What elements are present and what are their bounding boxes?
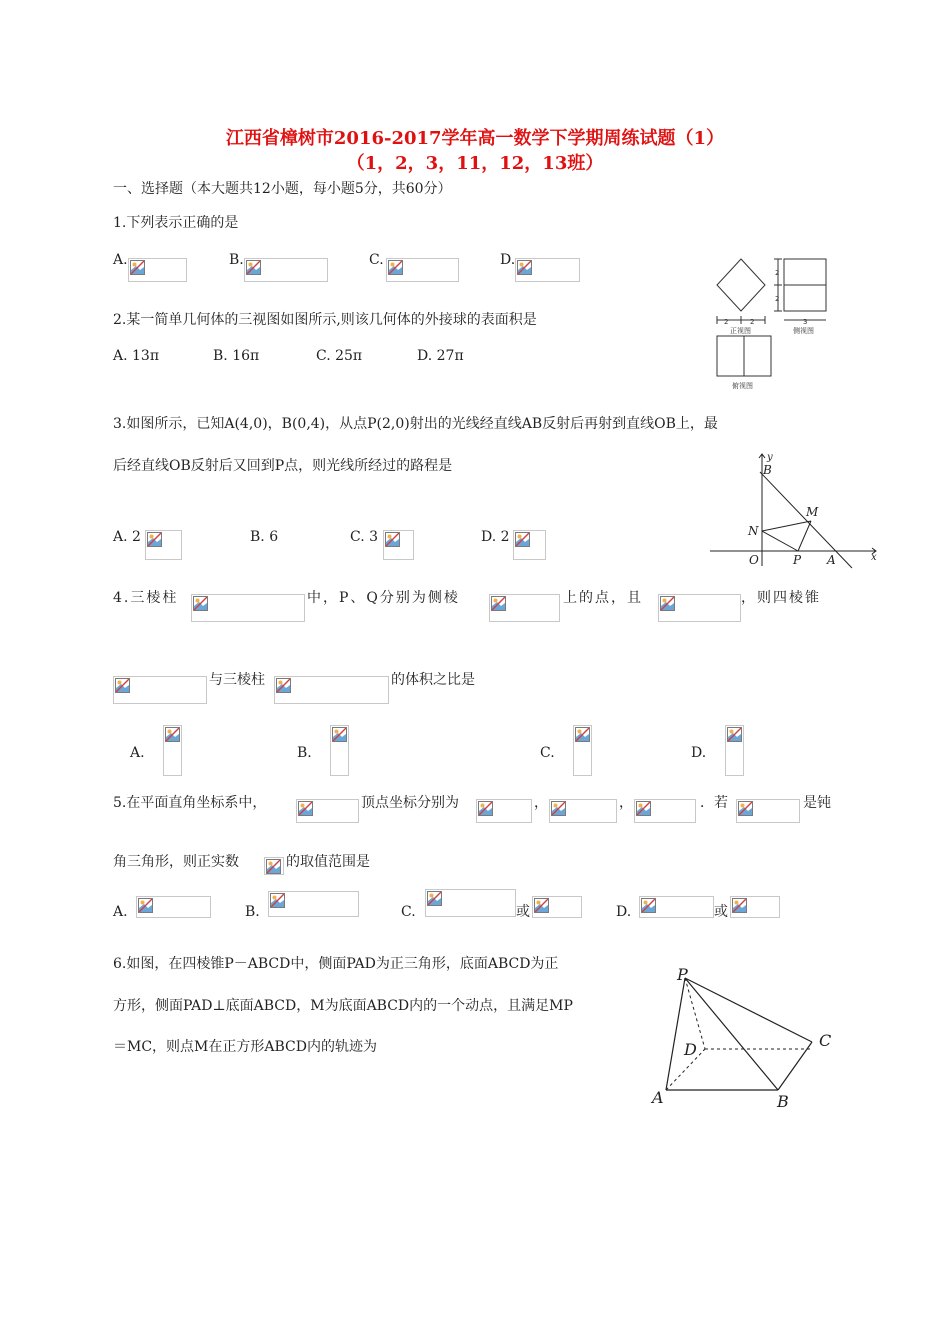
q4-option-a: A.	[130, 745, 145, 761]
broken-image-icon	[276, 678, 291, 693]
label-b: B	[777, 1092, 789, 1111]
formula-image-placeholder	[163, 725, 182, 776]
broken-image-icon	[193, 596, 208, 611]
label-a: A	[652, 1088, 664, 1107]
q1-option-a: A.	[113, 252, 128, 268]
q2-option-a: A. 13π	[113, 348, 160, 364]
q3-option-d: D. 2	[481, 529, 510, 545]
dim-label: 2	[750, 318, 755, 326]
q5-text-c: 是钝	[803, 795, 831, 811]
formula-image-placeholder	[191, 594, 305, 622]
reflection-figure	[710, 448, 882, 573]
label-p: P	[677, 965, 688, 984]
q5-text-a: 5.在平面直角坐标系中，	[113, 795, 267, 811]
broken-image-icon	[388, 260, 403, 275]
q4-text-f: 的体积之比是	[391, 672, 475, 688]
broken-image-icon	[727, 727, 742, 742]
q5-text-d: 角三角形，则正实数	[113, 854, 239, 870]
q4-text-d: ，则四棱锥	[741, 590, 821, 606]
formula-image-placeholder	[330, 725, 349, 776]
q4-text-e: 与三棱柱	[209, 672, 265, 688]
q3-text-line2: 后经直线OB反射后又回到P点，则光线所经过的路程是	[113, 458, 453, 474]
section-heading: 一、选择题（本大题共12小题，每小题5分，共60分）	[113, 181, 452, 197]
formula-image-placeholder	[136, 896, 211, 918]
q6-text-line1: 6.如图，在四棱锥P－ABCD中，侧面PAD为正三角形，底面ABCD为正	[113, 956, 559, 972]
dim-label: 2	[775, 269, 780, 277]
q3-option-a: A. 2	[113, 529, 141, 545]
top-view-label: 俯视图	[732, 382, 753, 390]
dim-label: 2	[775, 295, 780, 303]
broken-image-icon	[266, 859, 281, 874]
formula-image-placeholder	[476, 799, 532, 823]
q1-text: 1.下列表示正确的是	[113, 215, 239, 231]
q5-or: 或	[714, 904, 728, 920]
q1-option-b: B.	[229, 252, 244, 268]
label-m: M	[806, 505, 819, 519]
q5-text-e: 的取值范围是	[286, 854, 370, 870]
edge-pa	[666, 978, 685, 1090]
q6-text-line3: ＝MC，则点M在正方形ABCD内的轨迹为	[113, 1039, 377, 1055]
formula-image-placeholder	[515, 258, 580, 282]
formula-image-placeholder	[513, 530, 546, 560]
formula-image-placeholder	[296, 799, 359, 823]
label-d: D	[684, 1040, 697, 1059]
page-title: 江西省樟树市2016-2017学年高一数学下学期周练试题（1）	[225, 128, 725, 149]
broken-image-icon	[246, 260, 261, 275]
q5-text-b: 顶点坐标分别为	[361, 795, 459, 811]
q2-option-c: C. 25π	[316, 348, 363, 364]
label-c: C	[819, 1031, 832, 1050]
formula-image-placeholder	[425, 889, 516, 917]
formula-image-placeholder	[730, 896, 780, 918]
formula-image-placeholder	[532, 896, 582, 918]
q5-sep: ，	[534, 795, 548, 811]
q4-option-d: D.	[691, 745, 707, 761]
q1-option-c: C.	[369, 252, 384, 268]
formula-image-placeholder	[145, 530, 182, 560]
q4-text-c: 上的点，且	[563, 590, 643, 606]
front-view-square	[717, 259, 765, 311]
broken-image-icon	[491, 596, 506, 611]
formula-image-placeholder	[264, 857, 284, 875]
side-view-label: 侧视图	[793, 327, 814, 335]
formula-image-placeholder	[573, 725, 592, 776]
label-n: N	[748, 524, 759, 538]
formula-image-placeholder	[549, 799, 617, 823]
broken-image-icon	[478, 801, 493, 816]
q4-text-a: 4.三棱柱	[113, 590, 179, 606]
q4-text-b: 中，P、Q分别为侧棱	[307, 590, 460, 606]
broken-image-icon	[165, 727, 180, 742]
ray-mn	[762, 521, 811, 531]
broken-image-icon	[115, 678, 130, 693]
dim-label: 3	[803, 318, 808, 326]
label-x: x	[871, 552, 877, 563]
q5-or: 或	[516, 904, 530, 920]
q2-text: 2.某一简单几何体的三视图如图所示,则该几何体的外接球的表面积是	[113, 312, 537, 328]
broken-image-icon	[147, 532, 162, 547]
q5-option-a: A.	[113, 904, 128, 920]
q4-option-b: B.	[297, 745, 312, 761]
edge-pc	[685, 978, 812, 1042]
q6-text-line2: 方形，侧面PAD⊥底面ABCD，M为底面ABCD内的一个动点，且满足MP	[113, 998, 573, 1014]
q3-option-b: B. 6	[250, 529, 279, 545]
three-view-figure	[705, 250, 840, 392]
formula-image-placeholder	[489, 594, 560, 622]
broken-image-icon	[332, 727, 347, 742]
front-view-label: 正视图	[730, 327, 751, 335]
pyramid-figure	[645, 962, 845, 1112]
formula-image-placeholder	[128, 258, 187, 282]
label-b: B	[763, 463, 772, 477]
q4-option-c: C.	[540, 745, 555, 761]
formula-image-placeholder	[386, 258, 459, 282]
q1-option-d: D.	[500, 252, 516, 268]
q5-option-d: D.	[616, 904, 632, 920]
formula-image-placeholder	[113, 676, 207, 704]
broken-image-icon	[660, 596, 675, 611]
edge-pd-hidden	[685, 978, 705, 1049]
q5-option-b: B.	[245, 904, 260, 920]
formula-image-placeholder	[268, 891, 359, 917]
broken-image-icon	[270, 893, 285, 908]
broken-image-icon	[738, 801, 753, 816]
formula-image-placeholder	[725, 725, 744, 776]
formula-image-placeholder	[634, 799, 696, 823]
label-a: A	[827, 553, 836, 567]
broken-image-icon	[534, 898, 549, 913]
q3-option-c: C. 3	[350, 529, 379, 545]
q5-sep: ，	[619, 795, 633, 811]
q2-option-b: B. 16π	[213, 348, 260, 364]
broken-image-icon	[427, 891, 442, 906]
q2-option-d: D. 27π	[417, 348, 464, 364]
formula-image-placeholder	[736, 799, 800, 823]
broken-image-icon	[130, 260, 145, 275]
label-o: O	[749, 553, 759, 567]
broken-image-icon	[641, 898, 656, 913]
broken-image-icon	[385, 532, 400, 547]
label-y: y	[767, 452, 773, 463]
broken-image-icon	[515, 532, 530, 547]
dim-label: 2	[724, 318, 729, 326]
edge-pb	[685, 978, 778, 1090]
formula-image-placeholder	[658, 594, 741, 622]
formula-image-placeholder	[639, 896, 714, 918]
formula-image-placeholder	[244, 258, 328, 282]
ray-np	[762, 531, 798, 551]
formula-image-placeholder	[274, 676, 389, 704]
line-ab	[760, 472, 852, 568]
broken-image-icon	[551, 801, 566, 816]
broken-image-icon	[636, 801, 651, 816]
q5-sep: ．若	[700, 795, 728, 811]
broken-image-icon	[298, 801, 313, 816]
page-subtitle: （1，2，3，11，12，13班）	[346, 153, 604, 174]
formula-image-placeholder	[383, 530, 414, 560]
broken-image-icon	[138, 898, 153, 913]
broken-image-icon	[517, 260, 532, 275]
ray-pm	[798, 521, 811, 551]
q5-option-c: C.	[401, 904, 416, 920]
q3-text-line1: 3.如图所示，已知A(4,0)，B(0,4)，从点P(2,0)射出的光线经直线AB反射后再射到直线OB上，最	[113, 416, 718, 432]
label-p: P	[793, 553, 802, 567]
broken-image-icon	[575, 727, 590, 742]
broken-image-icon	[732, 898, 747, 913]
